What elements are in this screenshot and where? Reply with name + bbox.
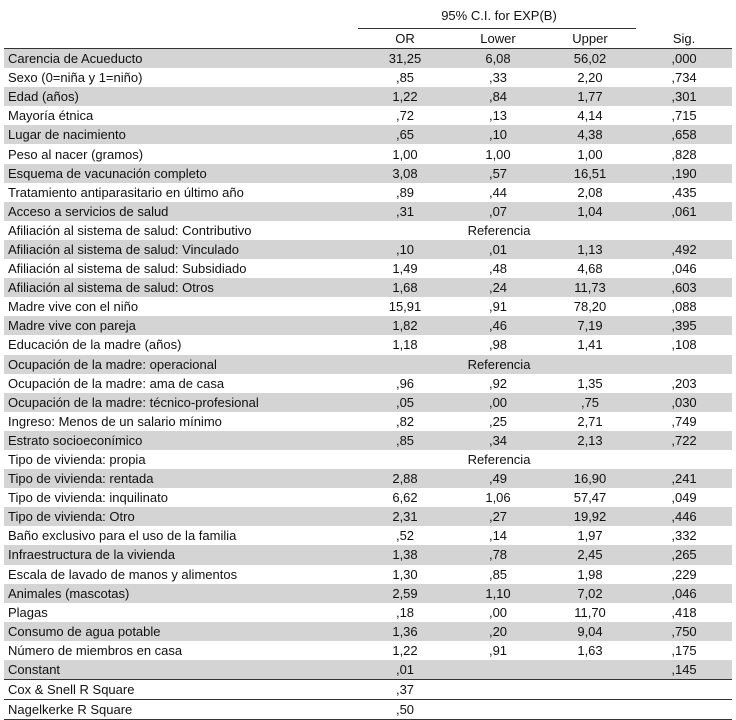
lower-value: ,25 (488, 413, 508, 429)
table-row (4, 526, 732, 545)
lower-value: ,84 (452, 87, 544, 106)
upper-value: 1,41 (577, 337, 603, 353)
or-value: 1,18 (392, 337, 418, 353)
upper-value: 78,20 (573, 299, 607, 315)
lower-value: 1,10 (452, 584, 544, 603)
table-row (4, 603, 732, 622)
summary-blank (636, 680, 732, 700)
row-label: Afiliación al sistema de salud: Otros (4, 278, 358, 297)
or-value: 1,30 (392, 566, 418, 582)
summary-row (4, 680, 732, 700)
upper-value: 1,13 (544, 240, 636, 259)
lower-value: ,85 (488, 566, 508, 582)
upper-value: 1,04 (544, 202, 636, 221)
summary-blank (452, 700, 544, 720)
row-label: Madre vive con el niño (8, 299, 139, 315)
upper-value: 7,02 (544, 584, 636, 603)
lower-value: ,91 (488, 299, 508, 315)
upper-value: 19,92 (544, 507, 636, 526)
or-value: ,85 (358, 431, 452, 450)
summary-value: ,37 (358, 680, 452, 700)
lower-value: ,33 (488, 70, 508, 86)
or-value: ,82 (395, 413, 415, 429)
row-label: Tratamiento antiparasitario en último año (8, 184, 244, 200)
or-value: 1,36 (358, 622, 452, 641)
sig-value: ,190 (636, 164, 732, 183)
col-header-lower: Lower (452, 29, 544, 49)
row-label: Acceso a servicios de salud (4, 202, 358, 221)
sig-value: ,435 (671, 184, 697, 200)
sig-value: ,734 (671, 70, 697, 86)
lower-value (452, 660, 544, 680)
row-label: Consumo de agua potable (4, 622, 358, 641)
sig-value: ,046 (671, 261, 697, 277)
table-row (4, 106, 732, 125)
col-header-upper: Upper (544, 29, 636, 49)
upper-value: 11,70 (574, 604, 606, 620)
upper-value: 4,14 (577, 108, 603, 124)
row-label: Animales (mascotas) (4, 584, 358, 603)
table-row (4, 278, 732, 297)
summary-blank (544, 700, 636, 720)
sig-value: ,418 (671, 604, 697, 620)
or-value: 1,22 (358, 87, 452, 106)
upper-value: 57,47 (573, 490, 607, 506)
or-value: 1,00 (392, 146, 418, 162)
sig-value: ,175 (671, 642, 697, 658)
upper-value: 11,73 (544, 278, 636, 297)
or-value: 1,49 (392, 261, 418, 277)
row-label: Mayoría étnica (8, 108, 94, 124)
row-label: Ocupación de la madre: técnico-profesional (4, 393, 358, 412)
lower-value: ,10 (452, 125, 544, 144)
lower-value: ,57 (452, 164, 544, 183)
row-label: Madre vive con pareja (4, 316, 358, 335)
upper-value: 2,13 (544, 431, 636, 450)
reference-label: Referencia (467, 452, 531, 468)
sig-value: ,715 (671, 108, 697, 124)
summary-blank (544, 680, 636, 700)
or-value: ,52 (395, 528, 415, 544)
row-label: Número de miembros en casa (8, 642, 183, 658)
row-label: Educación de la madre (años) (8, 337, 182, 353)
row-label: Lugar de nacimiento (4, 125, 358, 144)
upper-value: 4,68 (577, 261, 603, 277)
table-row (4, 622, 732, 641)
table-row (4, 144, 732, 163)
table-row (4, 507, 732, 526)
lower-value: ,24 (452, 278, 544, 297)
or-value: ,85 (395, 70, 415, 86)
or-value: ,05 (358, 393, 452, 412)
or-value: 2,88 (358, 469, 452, 488)
upper-value: 1,00 (577, 146, 603, 162)
row-label: Ocupación de la madre: ama de casa (8, 375, 225, 391)
table-row (4, 125, 732, 144)
odds-ratio-table (4, 4, 732, 720)
row-label: Esquema de vacunación completo (4, 164, 358, 183)
row-label: Tipo de vivienda: Otro (4, 507, 358, 526)
header-blank (636, 4, 732, 29)
row-label: Peso al nacer (gramos) (8, 146, 144, 162)
sig-value: ,603 (636, 278, 732, 297)
or-value: ,65 (358, 125, 452, 144)
table-row (4, 87, 732, 106)
reference-label: Referencia (467, 222, 531, 238)
sig-value: ,061 (636, 202, 732, 221)
table-row (4, 412, 732, 431)
upper-value: 2,71 (577, 413, 603, 429)
row-label: Sexo (0=niña y 1=niño) (8, 70, 143, 86)
row-label: Ingreso: Menos de un salario mínimo (8, 413, 222, 429)
lower-value: 6,08 (452, 49, 544, 69)
or-value: ,31 (358, 202, 452, 221)
or-value: ,89 (395, 184, 415, 200)
sig-value: ,088 (671, 299, 697, 315)
header-blank (4, 29, 358, 49)
sig-value: ,203 (671, 375, 697, 391)
table-row (4, 183, 732, 202)
summary-blank (636, 700, 732, 720)
table-row (4, 565, 732, 584)
lower-value: 1,00 (485, 146, 511, 162)
row-label: Afiliación al sistema de salud: Subsidiado (8, 261, 247, 277)
lower-value: ,92 (488, 375, 508, 391)
sig-value: ,000 (636, 49, 732, 69)
lower-value: ,00 (488, 604, 508, 620)
sig-value: ,395 (636, 316, 732, 335)
lower-value: ,91 (488, 642, 508, 658)
sig-value: ,301 (636, 87, 732, 106)
table-row (4, 355, 732, 374)
table-row (4, 221, 732, 240)
sig-value: ,046 (636, 584, 732, 603)
sig-value: ,828 (671, 146, 697, 162)
upper-value: 4,38 (544, 125, 636, 144)
upper-value: 1,98 (577, 566, 603, 582)
table-body (4, 49, 732, 720)
sig-value: ,722 (636, 431, 732, 450)
upper-value: 2,08 (577, 184, 603, 200)
sig-value: ,145 (636, 660, 732, 680)
upper-value: 9,04 (544, 622, 636, 641)
col-header-sig: Sig. (636, 29, 732, 49)
summary-label: Nagelkerke R Square (4, 700, 358, 720)
or-value: 2,31 (358, 507, 452, 526)
lower-value: 1,06 (485, 490, 511, 506)
or-value: 31,25 (358, 49, 452, 69)
summary-row (4, 700, 732, 720)
table-row (4, 316, 732, 335)
row-label: Baño exclusivo para el uso de la familia (8, 528, 237, 544)
or-value: ,01 (358, 660, 452, 680)
or-value: 1,38 (358, 545, 452, 564)
table-row (4, 393, 732, 412)
row-label: Infraestructura de la vivienda (4, 545, 358, 564)
row-label: Tipo de vivienda: propia (8, 452, 146, 468)
or-value: ,72 (395, 108, 415, 124)
row-label: Ocupación de la madre: operacional (4, 355, 358, 374)
table-row (4, 68, 732, 87)
lower-value: ,01 (452, 240, 544, 259)
table-row (4, 450, 732, 469)
table-row (4, 584, 732, 603)
or-value: ,10 (358, 240, 452, 259)
upper-value: 2,20 (577, 70, 603, 86)
table-row (4, 660, 732, 680)
header-row-columns (4, 29, 732, 49)
header-blank (4, 4, 358, 29)
sig-value: ,265 (636, 545, 732, 564)
upper-value: 16,51 (544, 164, 636, 183)
table-row (4, 49, 732, 69)
sig-value: ,108 (671, 337, 697, 353)
summary-value: ,50 (358, 700, 452, 720)
table-row (4, 259, 732, 278)
row-label: Edad (años) (4, 87, 358, 106)
lower-value: ,07 (452, 202, 544, 221)
sig-value: ,332 (671, 528, 697, 544)
lower-value: ,20 (452, 622, 544, 641)
upper-value: 1,63 (577, 642, 603, 658)
sig-value: ,049 (671, 490, 697, 506)
lower-value: ,00 (452, 393, 544, 412)
header-row-group (4, 4, 732, 29)
sig-value (636, 221, 732, 240)
lower-value: ,48 (488, 261, 508, 277)
lower-value: ,13 (488, 108, 508, 124)
lower-value: ,98 (488, 337, 508, 353)
lower-value: ,78 (452, 545, 544, 564)
sig-value: ,658 (636, 125, 732, 144)
or-value: 2,59 (358, 584, 452, 603)
table-row (4, 297, 732, 316)
upper-value: 1,97 (577, 528, 603, 544)
ci-group-header: 95% C.I. for EXP(B) (358, 4, 636, 29)
table-row (4, 240, 732, 259)
sig-value: ,750 (636, 622, 732, 641)
row-label: Constant (4, 660, 358, 680)
sig-value: ,446 (636, 507, 732, 526)
lower-value: ,34 (452, 431, 544, 450)
upper-value: 1,77 (544, 87, 636, 106)
reference-label: Referencia (358, 355, 636, 374)
table-row (4, 469, 732, 488)
or-value: 1,68 (358, 278, 452, 297)
sig-value: ,030 (636, 393, 732, 412)
col-header-or: OR (358, 29, 452, 49)
table-row (4, 335, 732, 354)
sig-value: ,229 (671, 566, 697, 582)
or-value: 6,62 (392, 490, 418, 506)
upper-value: 1,35 (577, 375, 603, 391)
summary-blank (452, 680, 544, 700)
or-value: 15,91 (388, 299, 422, 315)
or-value: 3,08 (358, 164, 452, 183)
table-row (4, 431, 732, 450)
upper-value (544, 660, 636, 680)
lower-value: ,44 (488, 184, 508, 200)
row-label: Afiliación al sistema de salud: Vinculado (4, 240, 358, 259)
row-label: Escala de lavado de manos y alimentos (8, 566, 238, 582)
upper-value: 7,19 (544, 316, 636, 335)
lower-value: ,49 (452, 469, 544, 488)
sig-value: ,492 (636, 240, 732, 259)
upper-value: 56,02 (544, 49, 636, 69)
table-row (4, 488, 732, 507)
upper-value: 2,45 (544, 545, 636, 564)
row-label: Tipo de vivienda: rentada (4, 469, 358, 488)
row-label: Estrato socioeconímico (4, 431, 358, 450)
sig-value: ,241 (636, 469, 732, 488)
or-value: ,96 (395, 375, 415, 391)
or-value: ,18 (395, 604, 415, 620)
sig-value (636, 450, 732, 469)
sig-value (636, 355, 732, 374)
sig-value: ,749 (671, 413, 697, 429)
lower-value: ,46 (452, 316, 544, 335)
lower-value: ,27 (452, 507, 544, 526)
or-value: 1,82 (358, 316, 452, 335)
upper-value: 16,90 (544, 469, 636, 488)
table-row (4, 641, 732, 660)
row-label: Afiliación al sistema de salud: Contributivo (8, 222, 252, 238)
or-value: 1,22 (392, 642, 418, 658)
summary-label: Cox & Snell R Square (4, 680, 358, 700)
row-label: Carencia de Acueducto (4, 49, 358, 69)
lower-value: ,14 (488, 528, 508, 544)
table-row (4, 545, 732, 564)
row-label: Tipo de vivienda: inquilinato (8, 490, 168, 506)
table-row (4, 202, 732, 221)
upper-value: ,75 (544, 393, 636, 412)
row-label: Plagas (8, 604, 48, 620)
table-row (4, 164, 732, 183)
table-row (4, 374, 732, 393)
